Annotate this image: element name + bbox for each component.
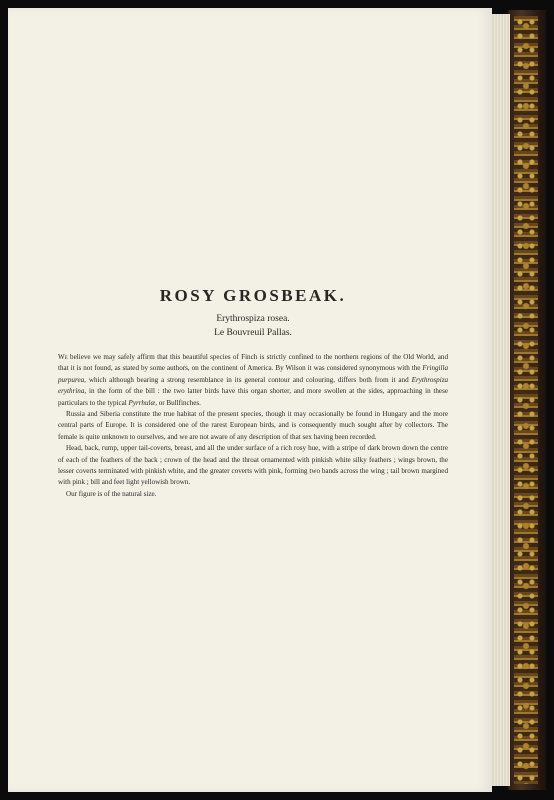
paragraph-lead: We [58,353,68,361]
text-segment: , in the form of the bill : the two latter birds have this organ shorter, and more swollen at the sides, approaching in these particulars to the typical [58,387,448,407]
text-segment: , or Bullfinches. [155,398,201,407]
scientific-name: Erythrospiza rosea. [216,314,290,324]
paragraph-1 [58,352,448,409]
text-segment: believe we may safely affirm that this beautiful species of Finch is strictly confined to the northern regions of the Old World, and that it is not found, as stated by some authors, on the continent of America. By Wilson it was considered synonymous with the [58,353,448,373]
french-name: Le Bouvreuil Pallas. [214,328,292,338]
paragraph-2: Russia and Siberia constitute the true habitat of the present species, though it may occasionally be found in Hungary and the more central parts of Europe. It is considered one of the rarest European birds, and is consequently much sought after by collectors. The female is quite unknown to ourselves, and we are not aware of any description of that sex having been recorded. [58,410,448,441]
species-name: Erythrospiza erythrina [58,375,448,396]
text-segment: , which although bearing a strong resemblance in its general contour and colouring, differs both from it and [84,375,412,384]
paragraph-3: Head, back, rump, upper tail-coverts, breast, and all the under surface of a rich rosy hue, with a stripe of dark brown down the centre of each of the feathers of the back ; crown of the head and the throat ornamented with pinkish white silky feathers ; wings brown, the lesser coverts terminated with pinkish white, and the greater coverts with pink, forming two bands across the wing ; tail brown margined with pink ; bill and feet light yellowish brown. [58,444,448,487]
page-content [58,286,448,500]
body-text [58,352,448,500]
species-name: Fringilla purpurea [58,364,448,384]
page-title: ROSY GROSBEAK. [159,286,347,305]
genus-name: Pyrrhulæ [128,398,156,407]
gilt-ornament [514,16,538,784]
paragraph-4: Our figure is of the natural size. [66,489,157,498]
